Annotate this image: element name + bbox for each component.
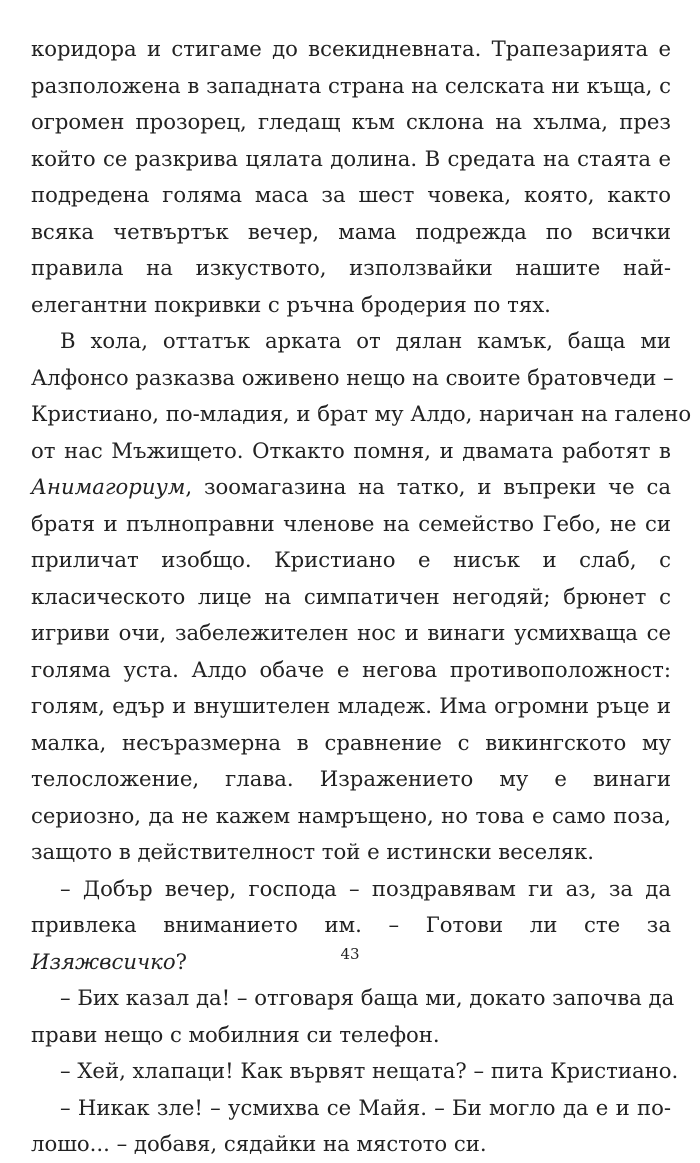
text-line: – Хей, хлапаци! Как вървят нещата? – пита Кристиано. bbox=[60, 1058, 679, 1083]
text-line: Кристиано, по-младия, и брат му Алдо, наричан на галено bbox=[31, 401, 692, 426]
text-line: голям, едър и внушителен младеж. Има огромни ръце и bbox=[31, 693, 671, 718]
text-line: прави нещо с мобилния си телефон. bbox=[31, 1021, 440, 1047]
text-line: привлека вниманието им. – Готови ли сте за bbox=[31, 912, 671, 937]
text-line: защото в действителност той е истински веселяк. bbox=[31, 839, 594, 864]
text-line: – Никак зле! – усмихва се Майя. – Би могло да е и по- bbox=[60, 1094, 671, 1120]
text-line: сериозно, да не кажем намръщено, но това е само поза, bbox=[31, 802, 671, 828]
page-body bbox=[31, 31, 692, 1163]
text-line: разположена в западната страна на селската ни къща, с bbox=[31, 72, 671, 98]
text-line: елегантни покривки с ръчна бродерия по тях. bbox=[31, 291, 551, 317]
page-number: 43 bbox=[340, 945, 360, 963]
text-line: от нас Мъжището. Откакто помня, и двамата работят в bbox=[31, 437, 671, 463]
text-line: който се разкрива цялата долина. В средата на стаята е bbox=[31, 145, 671, 171]
text-line: Алфонсо разказва оживено нещо на своите братовчеди – bbox=[31, 364, 674, 390]
italic-title: Изяжвсичко bbox=[31, 948, 176, 974]
text-line: братя и пълноправни членове на семейство Гебо, не си bbox=[31, 510, 671, 536]
text-line: голяма уста. Алдо обаче е негова противоположност: bbox=[31, 656, 671, 682]
text-line-italic: Изяжвсичко? bbox=[31, 948, 187, 974]
text-line: – Бих казал да! – отговаря баща ми, докато започва да bbox=[60, 985, 675, 1010]
text-line: огромен прозорец, гледащ към склона на хълма, през bbox=[31, 109, 671, 134]
italic-title: Анимагориум bbox=[31, 474, 186, 499]
text-line: класическото лице на симпатичен негодяй; брюнет с bbox=[31, 583, 671, 609]
text-line: правила на изкуството, използвайки нашите най- bbox=[31, 255, 671, 280]
text-line: всяка четвъртък вечер, мама подрежда по всички bbox=[31, 218, 671, 244]
text-line: малка, несъразмерна в сравнение с викингското му bbox=[31, 729, 671, 755]
text-line: подредена голяма маса за шест човека, която, както bbox=[31, 182, 671, 207]
text-line: – Добър вечер, господа – поздравявам ги аз, за да bbox=[60, 875, 671, 901]
text-line-italic-start: Анимагориум, зоомагазина на татко, и въпреки че са bbox=[31, 474, 671, 499]
text-line: В хола, оттатък арката от дялан камък, баща ми bbox=[60, 328, 671, 353]
text-line: приличат изобщо. Кристиано е нисък и слаб, с bbox=[31, 547, 671, 572]
text-line: игриви очи, забележителен нос и винаги усмихваща се bbox=[31, 620, 671, 645]
text-line: лошо... – добавя, сядайки на мястото си. bbox=[31, 1131, 487, 1156]
text-line: телосложение, глава. Изражението му е винаги bbox=[31, 766, 671, 791]
text-line: коридора и стигаме до всекидневната. Трапезарията е bbox=[31, 36, 671, 61]
